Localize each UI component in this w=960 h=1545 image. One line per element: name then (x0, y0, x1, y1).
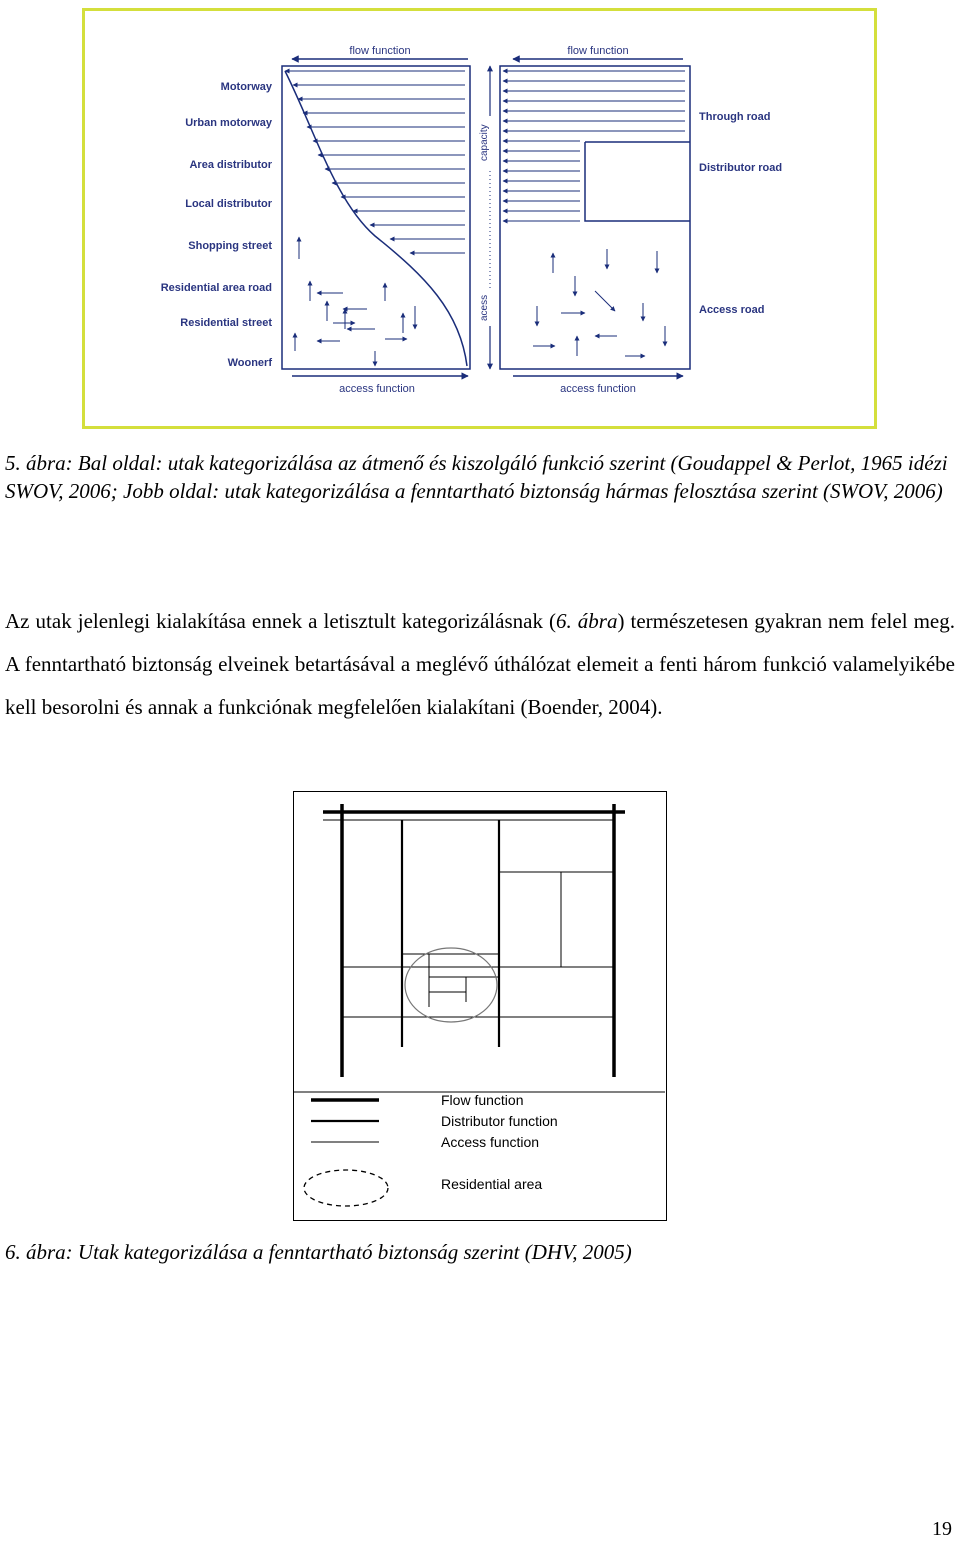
road-type-label: Local distributor (185, 198, 272, 210)
road-type-label: Access road (699, 304, 765, 316)
road-type-label: Through road (699, 111, 771, 123)
figure-5-caption: 5. ábra: Bal oldal: utak kategorizálása az átmenő és kiszolgáló funkció szerint (Goudappel & Perlot, 1965 idézi SWOV, 2006; Jobb oldal: utak kategorizálása a fenntartható biztonság hármas felosztása szerint (SWOV, 2006) (5, 451, 948, 503)
figure-6 (293, 791, 667, 1221)
capacity-label: capacity (479, 124, 490, 161)
figure-5-diagram (85, 11, 874, 426)
access-label: acess (479, 294, 490, 321)
paragraph-text: Az utak jelenlegi kialakítása ennek a letisztult kategorizálásnak ( (5, 609, 556, 633)
access-function-label-left: access function (339, 383, 415, 395)
distributor-step (585, 142, 690, 221)
road-type-label: Woonerf (227, 357, 272, 369)
figure-reference: 6. ábra (556, 609, 618, 633)
legend-distributor-label: Distributor function (441, 1113, 558, 1129)
function-curve (285, 71, 467, 366)
flow-function-label-left: flow function (349, 45, 411, 57)
flow-arrows-right (503, 71, 685, 221)
road-type-label: Urban motorway (185, 117, 272, 129)
figure-5 (82, 8, 877, 429)
left-panel-frame (282, 66, 470, 369)
road-type-label: Residential street (180, 317, 272, 329)
access-arrows-right (533, 249, 665, 356)
figure-6-diagram (294, 792, 665, 1219)
left-panel (161, 45, 470, 395)
residential-area-ellipse (405, 948, 497, 1022)
road-type-label: Distributor road (699, 162, 783, 174)
flow-arrows-left (285, 71, 465, 341)
legend-flow-label: Flow function (441, 1092, 524, 1108)
right-panel (479, 45, 782, 395)
road-type-label: Motorway (220, 81, 272, 93)
legend-residential-ellipse (304, 1170, 388, 1206)
road-type-label: Residential area road (160, 282, 272, 294)
body-paragraph (5, 600, 955, 729)
legend-residential-label: Residential area (441, 1176, 543, 1192)
legend (304, 1092, 558, 1206)
road-type-label: Area distributor (189, 159, 272, 171)
flow-function-label-right: flow function (567, 45, 629, 57)
figure-6-caption: 6. ábra: Utak kategorizálása a fenntartható biztonság szerint (DHV, 2005) (5, 1240, 632, 1264)
page-number: 19 (932, 1518, 952, 1540)
legend-access-label: Access function (441, 1134, 540, 1150)
road-network (323, 804, 625, 1077)
road-type-label: Shopping street (188, 240, 272, 252)
paragraph-text: ) természetesen gyakran nem felel meg. A fenntartható biztonság elveinek betartásával a meglévő úthálózat elemeit a fenti három funkció valamelyikébe kell besorolni és annak a funkciónak megfelelően kialakítani (Boender, 2004). (5, 609, 955, 719)
access-arrows-left (295, 237, 415, 366)
access-function-label-right: access function (560, 383, 636, 395)
